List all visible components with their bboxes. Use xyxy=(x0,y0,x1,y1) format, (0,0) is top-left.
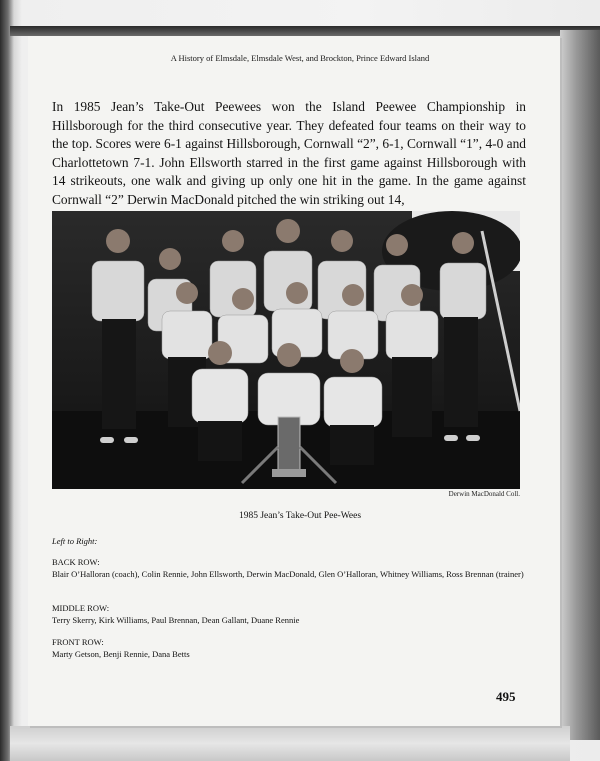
photo-credit: Derwin MacDonald Coll. xyxy=(448,490,520,498)
back-row-names: Blair O’Halloran (coach), Colin Rennie, John Ellsworth, Derwin MacDonald, Glen O’Halloran, Whitney Williams, Ross Brennan (trainer) xyxy=(52,569,524,579)
middle-row-names: Terry Skerry, Kirk Williams, Paul Brennan, Dean Gallant, Duane Rennie xyxy=(52,615,300,625)
front-row-block xyxy=(52,636,526,660)
team-photo xyxy=(52,211,520,489)
team-photo-illustration xyxy=(52,211,520,489)
middle-row-title: MIDDLE ROW: xyxy=(52,603,110,613)
running-header: A History of Elmsdale, Elmsdale West, and Brockton, Prince Edward Island xyxy=(170,53,430,63)
book-top-edge xyxy=(10,26,600,36)
back-row-title: BACK ROW: xyxy=(52,557,100,567)
middle-row-block xyxy=(52,602,526,626)
book-bottom-edge xyxy=(10,726,570,761)
photo-caption: 1985 Jean’s Take-Out Pee-Wees xyxy=(238,511,362,521)
front-row-title: FRONT ROW: xyxy=(52,637,104,647)
back-row-block xyxy=(52,556,526,580)
left-to-right-label: Left to Right: xyxy=(52,536,98,546)
front-row-names: Marty Getson, Benji Rennie, Dana Betts xyxy=(52,649,190,659)
book-right-edge xyxy=(560,30,600,740)
page-number: 495 xyxy=(496,689,516,704)
body-paragraph: In 1985 Jean’s Take-Out Peewees won the Island Peewee Championship in Hillsborough for the third consecutive year. They defeated four teams on their way to the top. Scores were 6-1 against Hillsborough, Cornwall “2”, 6-1, Cornwall “1”, 4-0 and Charlottetown 7-1. John Ellsworth starred in the first game against Hillsborough with 14 strikeouts, one walk and giving up only one hit in the game. In the game against Cornwall “2” Derwin MacDonald pitched the win striking out 14, xyxy=(52,99,526,207)
